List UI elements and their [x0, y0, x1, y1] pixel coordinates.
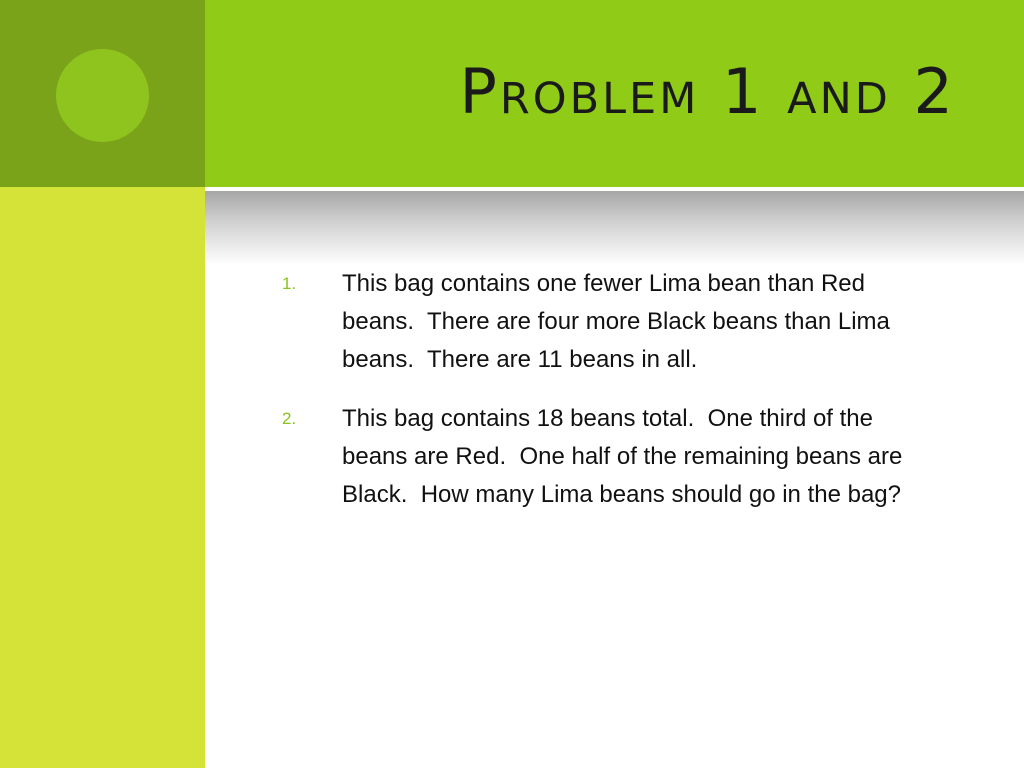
corner-block	[0, 0, 205, 187]
problem-list	[282, 265, 972, 535]
list-item-text: This bag contains 18 beans total. One third of the beans are Red. One half of the remaining beans are Black. How many Lima beans should go in the bag?	[342, 405, 910, 508]
decorative-circle-icon	[56, 49, 149, 142]
list-item-number: 2.	[282, 409, 297, 428]
list-item-number: 1.	[282, 274, 297, 293]
side-bar	[0, 187, 205, 768]
slide-title: Problem 1 and 2	[459, 55, 956, 128]
list-item	[282, 400, 972, 514]
shadow-band	[205, 191, 1024, 265]
list-item	[282, 265, 972, 379]
list-item-text: This bag contains one fewer Lima bean than Red beans. There are four more Black beans than Lima beans. There are 11 beans in all.	[342, 270, 897, 373]
